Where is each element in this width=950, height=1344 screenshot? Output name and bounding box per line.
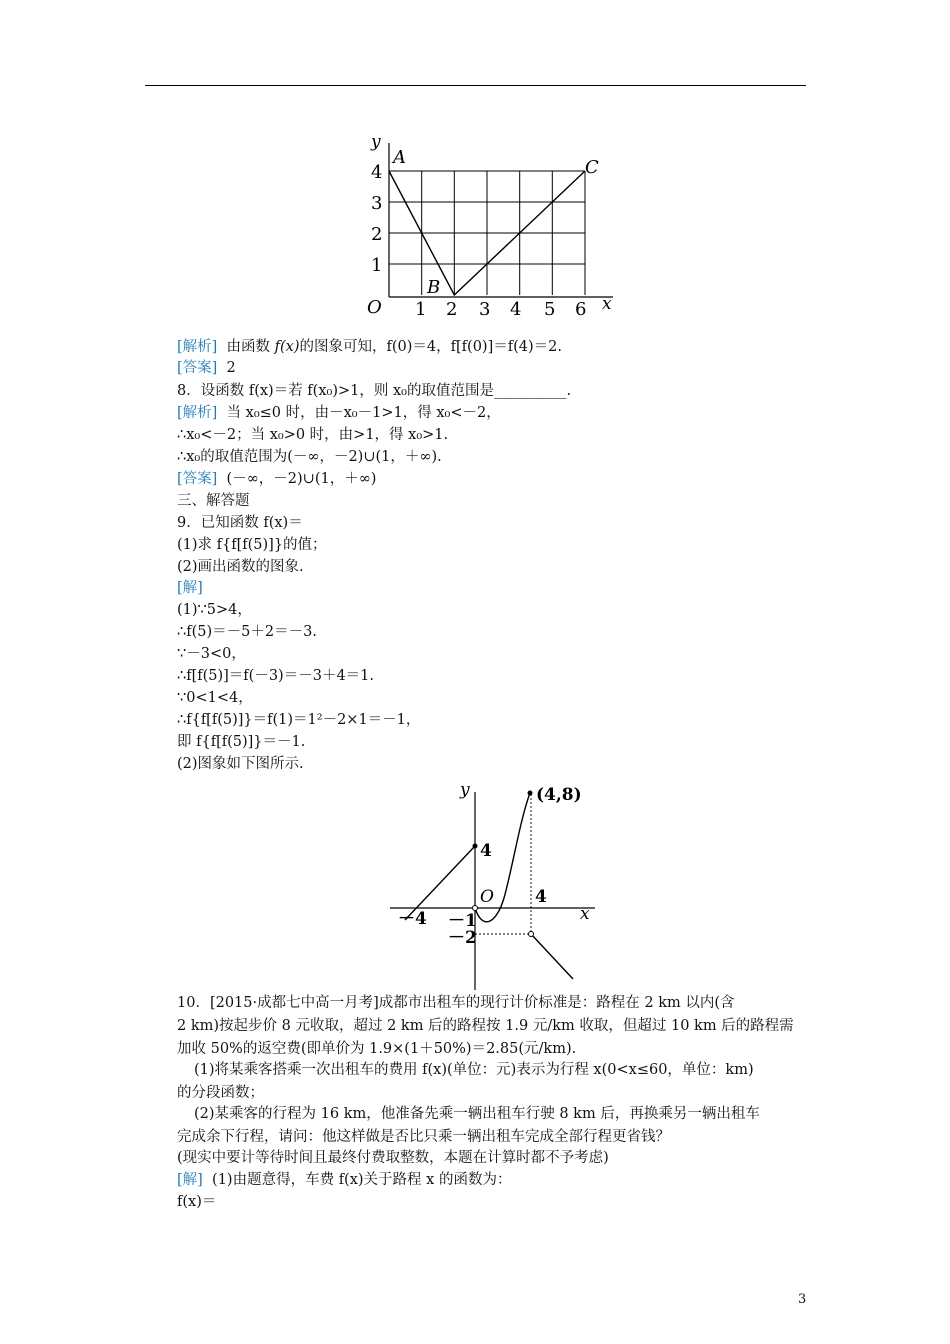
x-tick-3: 3 xyxy=(479,299,491,320)
q10-part1-line1: (1)将某乘客搭乘一次出租车的费用 f(x)(单位：元)表示为行程 x(0<x≤60，单位：km) xyxy=(194,1062,754,1078)
q7-answer-value: 2 xyxy=(226,360,236,376)
filled-point-top xyxy=(528,791,533,796)
x-tick-2: 2 xyxy=(446,299,458,320)
y-tick-2: 2 xyxy=(371,224,383,245)
solution-tag: [解] xyxy=(177,1172,203,1188)
x-axis-label: x xyxy=(602,294,612,314)
label-neg2: －2 xyxy=(448,928,477,948)
grid xyxy=(389,171,585,295)
q10-part2-line2: 完成余下行程，请问：他这样做是否比只乘一辆出租车完成全部行程更省钱？ xyxy=(177,1129,670,1145)
q9-question: 9．已知函数 f(x)＝ xyxy=(177,515,303,531)
open-point-right xyxy=(529,932,534,937)
origin-label: O xyxy=(480,887,494,907)
x-tick-4: 4 xyxy=(510,299,522,320)
answer-tag: [答案] xyxy=(177,471,218,487)
q9-part1: (1)求 f{f[f(5)]}的值； xyxy=(177,537,327,553)
y-tick-3: 3 xyxy=(371,193,383,214)
label-4-x: 4 xyxy=(535,887,547,907)
q9-step: ∴f(5)＝－5＋2＝－3. xyxy=(177,624,317,640)
q10-solution xyxy=(177,1170,511,1190)
q9-step: ∴f[f(5)]＝f(－3)＝－3＋4＝1. xyxy=(177,668,375,684)
origin-label: O xyxy=(367,297,382,318)
q9-step: 即 f{f[f(5)]}＝－1. xyxy=(177,734,306,750)
q8-analysis-line1: 当 x₀≤0 时，由－x₀－1>1，得 x₀<－2， xyxy=(226,405,501,421)
x-axis-label: x xyxy=(580,904,590,924)
q9-step: ∵0<1<4， xyxy=(177,690,253,706)
label-neg1: －1 xyxy=(448,911,477,931)
q10-fx-eq: f(x)＝ xyxy=(177,1194,217,1210)
analysis-tag: [解析] xyxy=(177,339,218,355)
header-rule xyxy=(145,85,806,86)
axes xyxy=(389,143,613,297)
q7-analysis-pre: 由函数 xyxy=(226,339,275,355)
q7-answer xyxy=(177,358,236,378)
x-tick-5: 5 xyxy=(544,299,556,320)
point-a-label: A xyxy=(393,147,406,168)
section-title: 三、解答题 xyxy=(177,493,250,509)
point-b-label: B xyxy=(427,277,441,298)
q10-solution-text: (1)由题意得，车费 f(x)关于路程 x 的函数为： xyxy=(212,1172,512,1188)
y-tick-4: 4 xyxy=(371,162,383,183)
x-tick-1: 1 xyxy=(415,299,427,320)
q8-analysis-line3: ∴x₀的取值范围为(－∞，－2)∪(1，＋∞). xyxy=(177,449,442,465)
q8-question: 8．设函数 f(x)＝若 f(x₀)>1，则 x₀的取值范围是__________. xyxy=(177,383,572,399)
filled-point-left xyxy=(473,844,478,849)
figure-2-graph xyxy=(390,780,610,995)
q7-analysis xyxy=(177,337,562,357)
right-branch xyxy=(531,934,573,979)
y-axis-label: y xyxy=(371,132,381,152)
figure-1-graph xyxy=(355,125,625,320)
y-axis-label: y xyxy=(460,780,470,800)
q8-answer-value: (－∞，－2)∪(1，＋∞) xyxy=(226,471,377,487)
answer-tag: [答案] xyxy=(177,360,218,376)
point-label: (4,8) xyxy=(536,785,582,805)
point-c-label: C xyxy=(585,157,599,178)
q10-line2: 2 km)按起步价 8 元收取，超过 2 km 后的路程按 1.9 元/km 收取，但超过 10 km 后的路程需 xyxy=(177,1018,794,1034)
q9-step: ∵－3<0， xyxy=(177,646,246,662)
q10-part1-line2: 的分段函数； xyxy=(177,1085,264,1101)
label-neg4: －4 xyxy=(398,909,427,929)
label-4-y: 4 xyxy=(480,841,492,861)
q10-note: (现实中要计等待时间且最终付费取整数，本题在计算时都不予考虑) xyxy=(177,1150,609,1166)
q9-part2: (2)画出函数的图象. xyxy=(177,559,304,575)
q10-line3: 加收 50%的返空费(即单价为 1.9×(1＋50%)＝2.85(元/km). xyxy=(177,1041,577,1057)
open-point-origin xyxy=(473,906,478,911)
q8-analysis xyxy=(177,403,501,423)
q10-part2-line1: (2)某乘客的行程为 16 km，他准备先乘一辆出租车行驶 8 km 后，再换乘另一辆出租车 xyxy=(194,1106,760,1122)
x-tick-6: 6 xyxy=(575,299,587,320)
q8-analysis-line2: ∴x₀<－2；当 x₀>0 时，由>1，得 x₀>1. xyxy=(177,427,449,443)
q8-answer xyxy=(177,469,376,489)
analysis-tag: [解析] xyxy=(177,405,218,421)
q9-step: (1)∵5>4， xyxy=(177,602,252,618)
q7-fx: f(x) xyxy=(274,339,300,355)
q7-analysis-post: 的图象可知，f(0)＝4，f[f(0)]＝f(4)＝2. xyxy=(299,339,562,355)
q9-step: ∴f{f[f(5)]}＝f(1)＝1²－2×1＝－1， xyxy=(177,712,421,728)
q9-step: (2)图象如下图所示. xyxy=(177,756,304,772)
q9-solution-tag: [解] xyxy=(177,580,203,596)
q10-line1: 10．[2015·成都七中高一月考]成都市出租车的现行计价标准是：路程在 2 km 以内(含 xyxy=(177,995,735,1011)
page-number: 3 xyxy=(798,1292,807,1307)
y-tick-1: 1 xyxy=(371,255,383,276)
